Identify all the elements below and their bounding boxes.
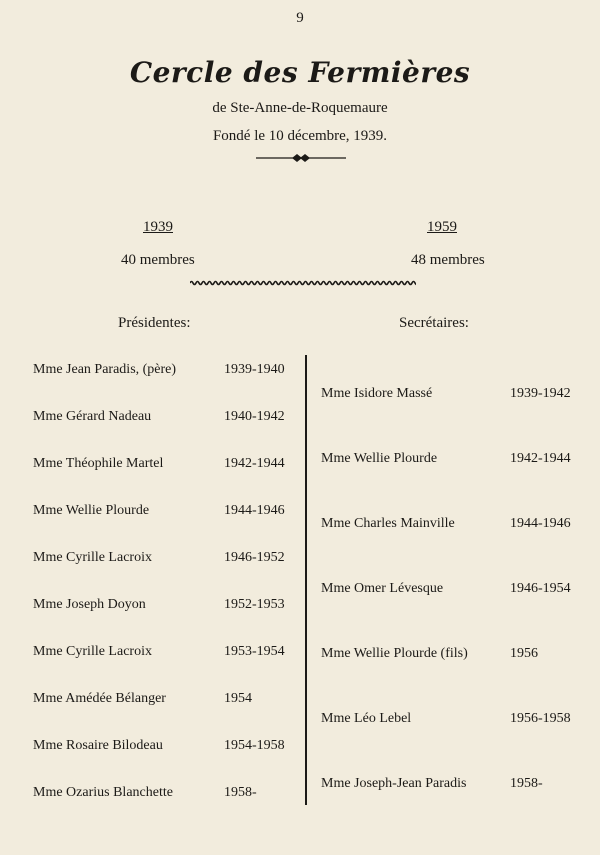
term-dates: 1952-1953 xyxy=(224,597,285,612)
term-dates: 1954-1958 xyxy=(224,738,285,753)
term-dates: 1939-1940 xyxy=(224,362,285,377)
term-dates: 1946-1954 xyxy=(510,581,571,596)
officer-name: Mme Rosaire Bilodeau xyxy=(33,738,163,753)
officer-name: Mme Omer Lévesque xyxy=(321,581,444,596)
presidents-heading: Présidentes: xyxy=(118,315,191,331)
term-dates: 1956 xyxy=(510,646,538,661)
wavy-divider xyxy=(190,278,416,288)
officer-name: Mme Charles Mainville xyxy=(321,516,455,531)
term-dates: 1942-1944 xyxy=(510,451,571,466)
founded-date: Fondé le 10 décembre, 1939. xyxy=(212,128,388,144)
right-year: 1959 xyxy=(427,219,457,235)
term-dates: 1944-1946 xyxy=(224,503,285,518)
term-dates: 1944-1946 xyxy=(510,516,571,531)
column-divider xyxy=(305,355,307,805)
term-dates: 1956-1958 xyxy=(510,711,571,726)
officer-name: Mme Gérard Nadeau xyxy=(33,409,152,424)
left-members: 40 membres xyxy=(121,252,195,268)
officer-name: Mme Amédée Bélanger xyxy=(33,691,166,706)
term-dates: 1939-1942 xyxy=(510,386,571,401)
officer-name: Mme Joseph Doyon xyxy=(33,597,146,612)
term-dates: 1958- xyxy=(224,785,257,800)
officer-name: Mme Ozarius Blanchette xyxy=(33,785,173,800)
officer-name: Mme Wellie Plourde (fils) xyxy=(321,646,468,661)
page-number: 9 xyxy=(296,10,304,26)
term-dates: 1958- xyxy=(510,776,543,791)
term-dates: 1953-1954 xyxy=(224,644,285,659)
officer-name: Mme Joseph-Jean Paradis xyxy=(321,776,467,791)
officer-name: Mme Théophile Martel xyxy=(33,456,164,471)
ornament-divider xyxy=(256,151,346,165)
subtitle: de Ste-Anne-de-Roquemaure xyxy=(212,100,388,116)
officer-name: Mme Wellie Plourde xyxy=(321,451,438,466)
term-dates: 1946-1952 xyxy=(224,550,285,565)
officer-name: Mme Wellie Plourde xyxy=(33,503,150,518)
officer-name: Mme Léo Lebel xyxy=(321,711,412,726)
officer-name: Mme Isidore Massé xyxy=(321,386,433,401)
term-dates: 1954 xyxy=(224,691,252,706)
left-year: 1939 xyxy=(143,219,173,235)
page-title: Cercle des Fermières xyxy=(129,56,471,89)
officer-name: Mme Cyrille Lacroix xyxy=(33,644,152,659)
term-dates: 1940-1942 xyxy=(224,409,285,424)
term-dates: 1942-1944 xyxy=(224,456,285,471)
right-members: 48 membres xyxy=(411,252,485,268)
secretaries-heading: Secrétaires: xyxy=(399,315,469,331)
officer-name: Mme Cyrille Lacroix xyxy=(33,550,152,565)
officer-name: Mme Jean Paradis, (père) xyxy=(33,362,177,377)
